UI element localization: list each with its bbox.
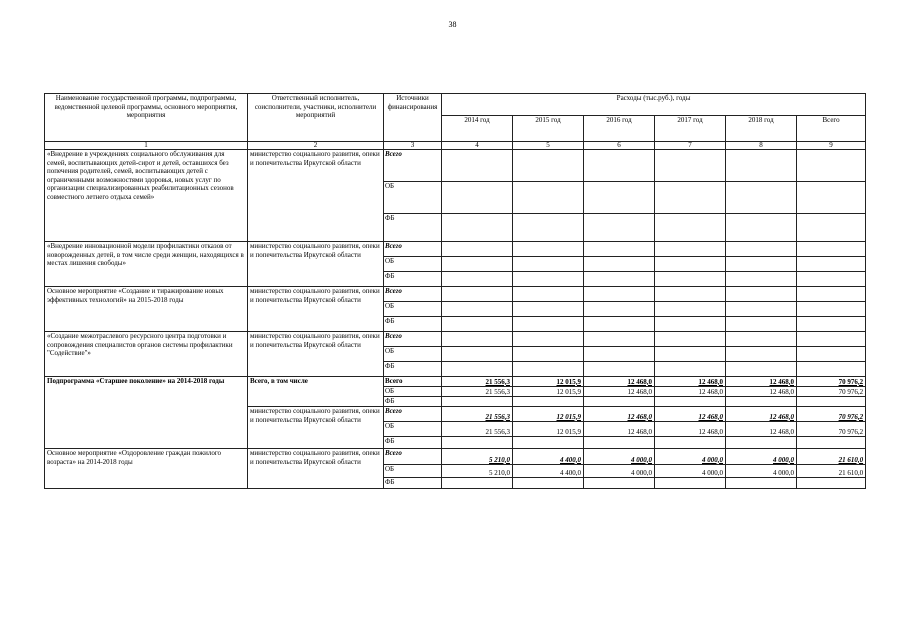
activity-executor: министерство социального развития, опеки и попечительства Иркутской области <box>248 150 384 242</box>
index-cell: 4 <box>442 142 513 150</box>
value-cell <box>513 257 584 272</box>
activity-name: «Создание межотраслевого ресурсного центра подготовки и сопровождения специалистов органов системы профилактики "Содействие"» <box>45 332 248 377</box>
source-fb: ФБ <box>384 437 442 449</box>
value-cell <box>797 182 866 214</box>
source-total: Всего <box>384 377 442 387</box>
value-cell <box>584 272 655 287</box>
value-cell <box>584 317 655 332</box>
value-cell <box>726 397 797 407</box>
value-cell: 4 000,0 <box>655 449 726 465</box>
value-cell <box>442 272 513 287</box>
value-cell: 70 976,2 <box>797 387 866 397</box>
source-total: Всего <box>384 150 442 182</box>
index-cell: 7 <box>655 142 726 150</box>
source-ob: ОБ <box>384 422 442 437</box>
source-ob: ОБ <box>384 387 442 397</box>
value-cell: 21 556,3 <box>442 387 513 397</box>
value-cell: 21 556,3 <box>442 422 513 437</box>
value-cell <box>655 182 726 214</box>
value-cell <box>797 214 866 242</box>
value-cell <box>584 302 655 317</box>
activity-executor: министерство социального развития, опеки и попечительства Иркутской области <box>248 242 384 287</box>
value-cell <box>513 242 584 257</box>
value-cell <box>726 272 797 287</box>
index-cell: 5 <box>513 142 584 150</box>
value-cell <box>584 397 655 407</box>
value-cell <box>797 302 866 317</box>
source-ob: ОБ <box>384 465 442 478</box>
value-cell <box>726 302 797 317</box>
value-cell: 5 210,0 <box>442 465 513 478</box>
header-total: Всего <box>797 116 866 142</box>
value-cell: 21 556,3 <box>442 407 513 422</box>
value-cell: 12 468,0 <box>655 377 726 387</box>
value-cell <box>797 317 866 332</box>
header-year: 2018 год <box>726 116 797 142</box>
value-cell: 12 015,9 <box>513 387 584 397</box>
value-cell <box>655 150 726 182</box>
header-year: 2014 год <box>442 116 513 142</box>
value-cell: 12 468,0 <box>726 407 797 422</box>
value-cell <box>584 214 655 242</box>
value-cell <box>726 150 797 182</box>
page-number: 38 <box>448 20 457 29</box>
value-cell <box>513 302 584 317</box>
value-cell: 12 468,0 <box>655 387 726 397</box>
value-cell: 21 610,0 <box>797 465 866 478</box>
value-cell <box>655 437 726 449</box>
value-cell <box>584 257 655 272</box>
index-cell: 8 <box>726 142 797 150</box>
source-fb: ФБ <box>384 317 442 332</box>
value-cell: 4 000,0 <box>655 465 726 478</box>
value-cell: 12 468,0 <box>655 407 726 422</box>
value-cell <box>513 182 584 214</box>
source-ob: ОБ <box>384 257 442 272</box>
header-name: Наименование государственной программы, подпрограммы, ведомственной целевой программы, основного мероприятия, мероприятия <box>45 94 248 142</box>
activity-name: Основное мероприятие «Создание и тиражирование новых эффективных технологий» на 2015-2018 годы <box>45 287 248 332</box>
value-cell <box>513 214 584 242</box>
value-cell <box>442 478 513 489</box>
value-cell: 4 000,0 <box>726 449 797 465</box>
header-executor: Ответственный исполнитель, соисполнители, участники, исполнители мероприятий <box>248 94 384 142</box>
value-cell: 12 468,0 <box>726 387 797 397</box>
value-cell <box>655 302 726 317</box>
value-cell: 70 976,2 <box>797 377 866 387</box>
subprogram-name: Подпрограмма «Старшее поколение» на 2014-2018 годы <box>45 377 248 449</box>
value-cell: 12 468,0 <box>584 387 655 397</box>
activity-name: «Внедрение инновационной модели профилактики отказов от новорожденных детей, в том числе среди женщин, находящихся в местах лишения свободы» <box>45 242 248 287</box>
source-total: Всего <box>384 287 442 302</box>
value-cell <box>584 182 655 214</box>
value-cell <box>584 347 655 362</box>
value-cell <box>726 182 797 214</box>
value-cell <box>655 397 726 407</box>
value-cell: 70 976,2 <box>797 407 866 422</box>
value-cell <box>584 242 655 257</box>
source-fb: ФБ <box>384 214 442 242</box>
value-cell <box>797 242 866 257</box>
value-cell <box>726 214 797 242</box>
value-cell: 12 015,9 <box>513 422 584 437</box>
value-cell <box>797 150 866 182</box>
value-cell <box>584 362 655 377</box>
header-source: Источники финансирования <box>384 94 442 142</box>
value-cell <box>655 287 726 302</box>
value-cell <box>513 332 584 347</box>
value-cell <box>442 182 513 214</box>
value-cell <box>797 272 866 287</box>
header-year: 2016 год <box>584 116 655 142</box>
value-cell <box>655 317 726 332</box>
value-cell: 5 210,0 <box>442 449 513 465</box>
value-cell <box>655 214 726 242</box>
value-cell <box>442 287 513 302</box>
value-cell <box>513 437 584 449</box>
source-ob: ОБ <box>384 347 442 362</box>
activity-name: Основное мероприятие «Оздоровление граждан пожилого возраста» на 2014-2018 годы <box>45 449 248 489</box>
index-cell: 2 <box>248 142 384 150</box>
value-cell <box>442 150 513 182</box>
value-cell <box>513 347 584 362</box>
value-cell: 4 000,0 <box>726 465 797 478</box>
value-cell: 21 610,0 <box>797 449 866 465</box>
value-cell <box>726 437 797 449</box>
source-total: Всего <box>384 242 442 257</box>
header-year: 2015 год <box>513 116 584 142</box>
value-cell <box>513 317 584 332</box>
index-cell: 6 <box>584 142 655 150</box>
value-cell <box>726 332 797 347</box>
index-cell: 1 <box>45 142 248 150</box>
value-cell: 4 400,0 <box>513 449 584 465</box>
value-cell <box>513 150 584 182</box>
value-cell <box>584 150 655 182</box>
value-cell: 12 468,0 <box>726 377 797 387</box>
source-fb: ФБ <box>384 478 442 489</box>
value-cell: 12 468,0 <box>726 422 797 437</box>
value-cell: 4 000,0 <box>584 465 655 478</box>
value-cell <box>797 397 866 407</box>
source-ob: ОБ <box>384 302 442 317</box>
activity-name: «Внедрение в учреждениях социального обслуживания для семей, воспитывающих детей-сирот и детей, оставшихся без попечения родителей, семей, воспитывающих детей с ограниченными возможностями здоровья, новых услуг по организации специализированных реабилитационных сезонов совместного летнего отдыха семей» <box>45 150 248 242</box>
value-cell <box>726 317 797 332</box>
value-cell <box>442 317 513 332</box>
value-cell <box>513 287 584 302</box>
value-cell <box>655 478 726 489</box>
value-cell <box>655 362 726 377</box>
activity-executor: министерство социального развития, опеки и попечительства Иркутской области <box>248 287 384 332</box>
value-cell: 4 000,0 <box>584 449 655 465</box>
source-ob: ОБ <box>384 182 442 214</box>
value-cell <box>584 437 655 449</box>
value-cell <box>655 272 726 287</box>
subprogram-executor-total: Всего, в том числе <box>248 377 384 407</box>
value-cell <box>797 478 866 489</box>
value-cell: 12 468,0 <box>584 422 655 437</box>
value-cell <box>797 332 866 347</box>
value-cell: 12 468,0 <box>584 377 655 387</box>
header-year: 2017 год <box>655 116 726 142</box>
value-cell <box>513 397 584 407</box>
value-cell <box>726 362 797 377</box>
value-cell <box>513 478 584 489</box>
value-cell <box>726 478 797 489</box>
value-cell: 12 468,0 <box>655 422 726 437</box>
header-expenses: Расходы (тыс.руб.), годы <box>442 94 866 116</box>
value-cell <box>442 302 513 317</box>
value-cell: 12 015,9 <box>513 377 584 387</box>
value-cell <box>726 257 797 272</box>
source-total: Всего <box>384 407 442 422</box>
value-cell <box>442 214 513 242</box>
value-cell <box>655 257 726 272</box>
index-cell: 9 <box>797 142 866 150</box>
source-total: Всего <box>384 449 442 465</box>
activity-executor: министерство социального развития, опеки и попечительства Иркутской области <box>248 332 384 377</box>
value-cell <box>513 362 584 377</box>
value-cell <box>442 437 513 449</box>
index-cell: 3 <box>384 142 442 150</box>
value-cell <box>442 257 513 272</box>
source-fb: ФБ <box>384 362 442 377</box>
value-cell <box>655 332 726 347</box>
value-cell <box>797 362 866 377</box>
value-cell <box>655 347 726 362</box>
value-cell <box>442 397 513 407</box>
value-cell <box>797 257 866 272</box>
value-cell <box>797 287 866 302</box>
value-cell <box>726 287 797 302</box>
value-cell <box>584 478 655 489</box>
value-cell <box>797 347 866 362</box>
value-cell: 12 015,9 <box>513 407 584 422</box>
value-cell <box>513 272 584 287</box>
expenses-table <box>44 93 866 489</box>
value-cell <box>442 347 513 362</box>
value-cell: 12 468,0 <box>584 407 655 422</box>
activity-executor: министерство социального развития, опеки и попечительства Иркутской области <box>248 449 384 489</box>
value-cell <box>797 437 866 449</box>
value-cell <box>726 347 797 362</box>
value-cell <box>655 242 726 257</box>
source-total: Всего <box>384 332 442 347</box>
value-cell <box>442 332 513 347</box>
source-fb: ФБ <box>384 397 442 407</box>
value-cell <box>584 332 655 347</box>
value-cell <box>726 242 797 257</box>
source-fb: ФБ <box>384 272 442 287</box>
value-cell <box>442 242 513 257</box>
subprogram-executor-ministry: министерство социального развития, опеки и попечительства Иркутской области <box>248 407 384 449</box>
value-cell <box>584 287 655 302</box>
value-cell: 21 556,3 <box>442 377 513 387</box>
value-cell: 70 976,2 <box>797 422 866 437</box>
value-cell <box>442 362 513 377</box>
value-cell: 4 400,0 <box>513 465 584 478</box>
